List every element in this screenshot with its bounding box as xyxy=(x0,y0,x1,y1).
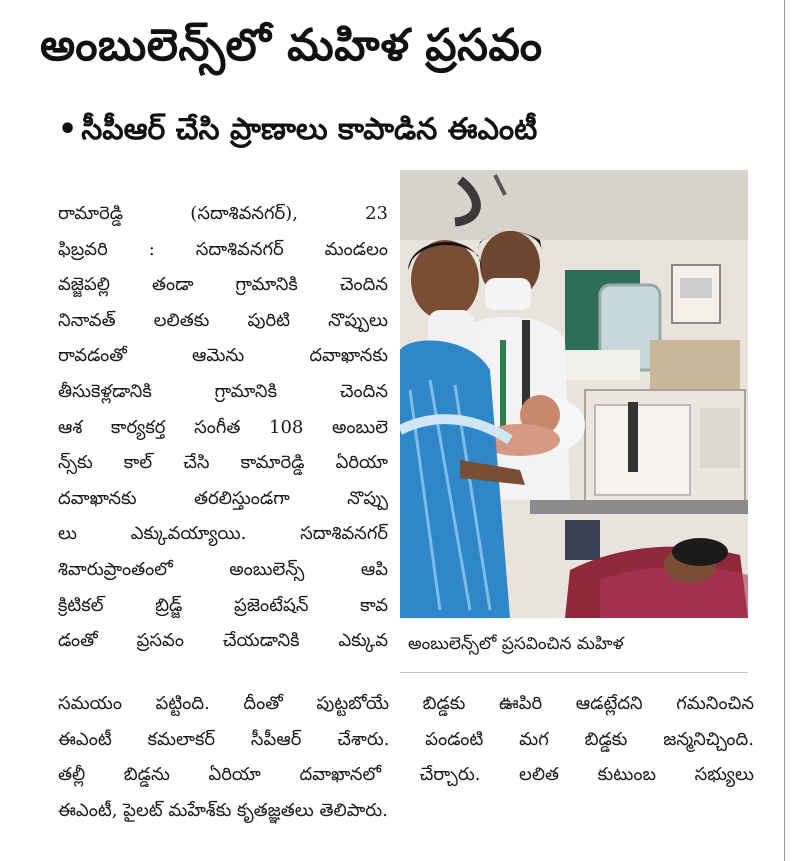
body-line: రామారెడ్డి (సదాశివనగర్‌), 23 xyxy=(58,203,388,224)
body-line: ఫిబ్రవరి : సదాశివనగర్‌ మండలం xyxy=(58,238,388,260)
body-line: తీసుకెళ్లడానికి గ్రామానికి చెందిన xyxy=(58,380,388,402)
body-line: నినావత్‌ లలితకు పురిటి నొప్పులు xyxy=(58,309,388,331)
news-photo xyxy=(400,170,748,618)
body-line: వజ్జెపల్లి తండా గ్రామానికి చెందిన xyxy=(58,274,388,296)
body-line: ఈఎంటీ కమలాకర్‌ సీపీఆర్‌ చేశారు. పండంటి మగ బిడ్డకు జన్మనిచ్చింది. xyxy=(58,728,754,750)
article-column-text xyxy=(58,196,388,659)
caption-divider xyxy=(400,672,748,673)
photo-caption: అంబులెన్స్‌లో ప్రసవించిన మహిళ xyxy=(408,634,624,654)
subheadline xyxy=(58,108,758,152)
body-line: లు ఎక్కువయ్యాయి. సదాశివనగర్‌ xyxy=(58,523,388,545)
ambulance-delivery-photo xyxy=(400,170,748,618)
column-divider xyxy=(784,0,785,861)
body-line: సమయం పట్టింది. దీంతో పుట్టబోయే బిడ్డకు ఊపిరి ఆడట్లేదని గమనించిన xyxy=(58,693,754,714)
subheadline-text: సీపీఆర్‌ చేసి ప్రాణాలు కాపాడిన ఈఎంటీ xyxy=(81,112,538,147)
body-line: డంతో ప్రసవం చేయడానికి ఎక్కువ xyxy=(58,630,388,652)
body-line: శివారుప్రాంతంలో అంబులెన్స్‌ ఆపి xyxy=(58,558,388,580)
body-line: న్స్‌కు కాల్‌ చేసి కామారెడ్డి ఏరియా xyxy=(58,452,388,474)
body-line: ఆశ కార్యకర్త సంగీత 108 అంబులె xyxy=(58,416,388,438)
body-line: దవాఖానకు తరలిస్తుండగా నొప్పు xyxy=(58,487,388,509)
bullet: • xyxy=(58,112,78,147)
body-line: క్రిటికల్‌ బ్రిడ్జ్‌ ప్రజెంటేషన్‌ కావ xyxy=(58,594,388,616)
body-line: తల్లీ బిడ్డను ఏరియా దవాఖానలో చేర్చారు. లలిత కుటుంబ సభ్యులు xyxy=(58,764,754,786)
body-line: రావడంతో ఆమెను దవాఖానకు xyxy=(58,345,388,367)
body-line: ఈఎంటీ, పైలట్‌ మహేశ్‌కు కృతజ్ఞతలు తెలిపారు. xyxy=(58,799,388,821)
headline: అంబులెన్స్‌లో మహిళ ప్రసవం xyxy=(40,20,543,71)
article-full-width-text xyxy=(58,686,754,828)
